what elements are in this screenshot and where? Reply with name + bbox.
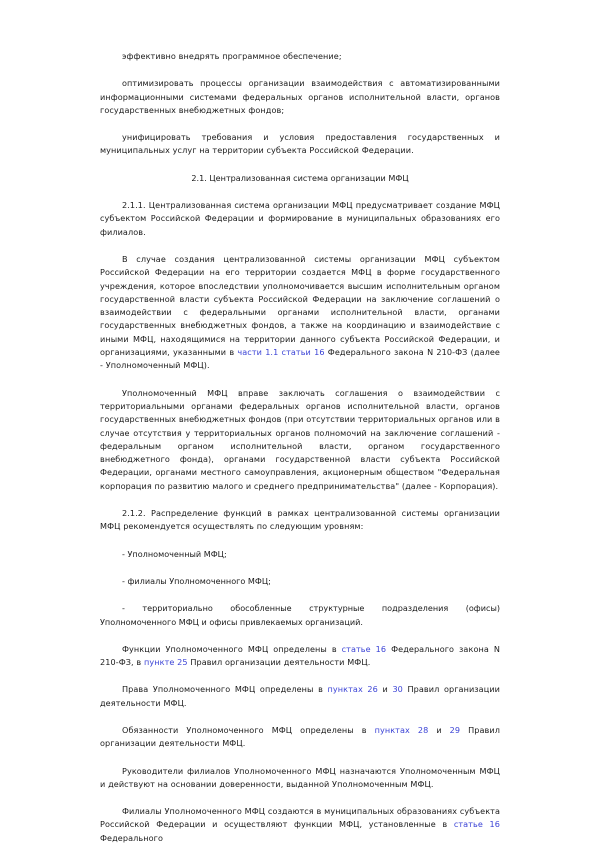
paragraph-obligations-text-b: и	[428, 724, 450, 735]
paragraph-obligations-text-a: Обязанности Уполномоченного МФЦ определены в	[122, 724, 375, 735]
paragraph-optimize-processes: оптимизировать процессы организации взаимодействия с автоматизированными информационными системами федеральных органов исполнительной власти, органов государственных внебюджетных фондов;	[100, 78, 500, 115]
paragraph-obligations-authorized-mfc	[100, 724, 500, 751]
paragraph-functions-text-b: Федерального закона N 210-ФЗ, в	[100, 643, 500, 668]
paragraph-rights-text-a: Права Уполномоченного МФЦ определены в	[122, 684, 328, 695]
paragraph-authorized-mfc-agreements: Уполномоченный МФЦ вправе заключать соглашения о взаимодействии с территориальными органами федеральных органов исполнительной власти, органов государственных внебюджетных фондов (при отсутствии территориальных органов или в случае отсутствия у территориальных органов полномочий на заключение соглашений - федеральным органом исполнительной власти, органом государственного внебюджетного фонда), органами государственной власти субъекта Российской Федерации, органами местного самоуправления, акционерным обществом "Федеральная корпорация по развитию малого и среднего предпринимательства" (далее - Корпорация).	[100, 387, 500, 491]
list-item-authorized-mfc: - Уполномоченный МФЦ;	[122, 548, 227, 559]
paragraph-effective-software: эффективно внедрять программное обеспечение;	[122, 51, 342, 61]
paragraph-branch-heads: Руководители филиалов Уполномоченного МФЦ назначаются Уполномоченным МФЦ и действуют на основании доверенности, выданной Уполномоченным МФЦ.	[100, 765, 500, 789]
link-punkty-28[interactable]: пунктах 28	[374, 724, 429, 735]
paragraph-functions-text-a: Функции Уполномоченного МФЦ определены в	[122, 643, 342, 654]
document-body	[100, 50, 500, 845]
paragraph-2-1-1: 2.1.1. Централизованная система организации МФЦ предусматривает создание МФЦ субъектом Российской Федерации и формирование в муниципальных образованиях его филиалов.	[100, 200, 500, 237]
paragraph-obligations-text-c: Правил организации деятельности МФЦ.	[100, 724, 501, 749]
section-heading-2-1: 2.1. Централизованная система организации МФЦ	[191, 172, 409, 183]
paragraph-rights-authorized-mfc	[100, 683, 500, 710]
link-statya-16-functions[interactable]: статье 16	[341, 643, 387, 654]
paragraph-functions-authorized-mfc	[100, 643, 500, 670]
paragraph-branches-creation	[100, 805, 500, 845]
paragraph-centralized-creation-case-text-a: В случае создания централизованной системы организации МФЦ субъектом Российской Федерации на его территории создается МФЦ в форме государственного учреждения, которое впоследствии уполномочивается высшим исполнительным органом государственной власти субъекта Российской Федерации на заключение соглашений о взаимодействии с федеральными органами исполнительной власти, органами государственных внебюджетных фондов, а также на координацию и взаимодействие с иными МФЦ, находящимися на территории данного субъекта Российской Федерации, и организациями, указанными в	[100, 253, 500, 358]
link-statya-16-branches[interactable]: статье 16	[453, 819, 500, 830]
link-chast-1-1-statya-16[interactable]: части 1.1 статьи 16	[237, 347, 325, 358]
link-punkt-25[interactable]: пункте 25	[144, 657, 188, 668]
paragraph-branches-text-a: Филиалы Уполномоченного МФЦ создаются в муниципальных образованиях субъекта Российской Федерации и осуществляют функции МФЦ, установленные в	[100, 806, 500, 830]
list-item-branches: - филиалы Уполномоченного МФЦ;	[122, 575, 271, 586]
paragraph-centralized-creation-case	[100, 253, 500, 373]
list-item-territorial-offices: - территориально обособленные структурные подразделения (офисы) Уполномоченного МФЦ и офисы привлекаемых организаций.	[100, 603, 500, 627]
paragraph-2-1-2: 2.1.2. Распределение функций в рамках централизованной системы организации МФЦ рекомендуется осуществлять по следующим уровням:	[100, 508, 500, 532]
link-punkty-26[interactable]: пунктах 26	[327, 684, 378, 695]
link-punkt-30[interactable]: 30	[392, 684, 403, 695]
link-punkt-29[interactable]: 29	[449, 724, 461, 735]
paragraph-rights-text-c: Правил организации деятельности МФЦ.	[100, 684, 500, 708]
paragraph-unify-requirements: унифицировать требования и условия предоставления государственных и муниципальных услуг на территории субъекта Российской Федерации.	[100, 132, 500, 156]
paragraph-rights-text-b: и	[377, 684, 393, 695]
paragraph-centralized-creation-case-text-b: Федерального закона N 210-ФЗ (далее - Уполномоченный МФЦ).	[100, 347, 500, 371]
paragraph-branches-text-b: Федерального	[100, 832, 163, 843]
paragraph-functions-text-c: Правил организации деятельности МФЦ.	[187, 657, 371, 668]
